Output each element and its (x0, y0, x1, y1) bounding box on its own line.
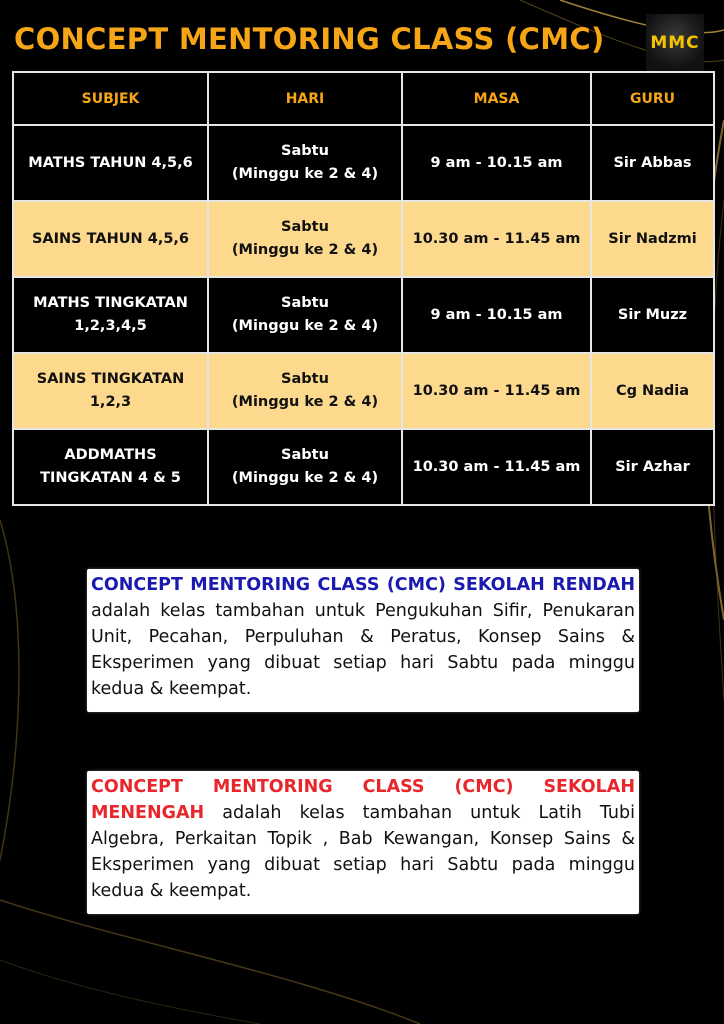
mmc-logo (646, 14, 704, 72)
info-box-sekolah-menengah (87, 771, 639, 914)
cell-time: 9 am - 10.15 am (402, 277, 591, 353)
day-text: Sabtu (Minggu ke 2 & 4) (231, 295, 379, 334)
table-row (13, 353, 714, 429)
cell-day (208, 125, 402, 201)
header-subjek: SUBJEK (13, 72, 208, 125)
table-row (13, 201, 714, 277)
header-masa: MASA (402, 72, 591, 125)
cell-day (208, 277, 402, 353)
table-row (13, 277, 714, 353)
info-box-sekolah-rendah (87, 569, 639, 712)
cell-subject (13, 353, 208, 429)
day-text: Sabtu (Minggu ke 2 & 4) (231, 447, 379, 486)
info-heading-menengah: CONCEPT MENTORING CLASS (CMC) SEKOLAH MENENGAH (91, 777, 635, 823)
table-row (13, 125, 714, 201)
table-row (13, 429, 714, 505)
subject-text: SAINS TINGKATAN 1,2,3 (36, 371, 185, 410)
subject-text: ADDMATHS TINGKATAN 4 & 5 (40, 447, 181, 486)
cell-day (208, 429, 402, 505)
header-hari: HARI (208, 72, 402, 125)
cell-teacher: Cg Nadia (591, 353, 714, 429)
cell-time: 10.30 am - 11.45 am (402, 353, 591, 429)
cell-time: 10.30 am - 11.45 am (402, 429, 591, 505)
schedule-table (12, 71, 715, 506)
cell-teacher: Sir Azhar (591, 429, 714, 505)
info-heading-rendah: CONCEPT MENTORING CLASS (CMC) SEKOLAH RENDAH (91, 575, 635, 595)
subject-text: SAINS TAHUN 4,5,6 (31, 230, 190, 247)
info-body-menengah: adalah kelas tambahan untuk Latih Tubi Algebra, Perkaitan Topik , Bab Kewangan, Konsep Sains & Eksperimen yang dibuat setiap hari Sabtu pada minggu kedua & keempat. (91, 803, 635, 901)
day-text: Sabtu (Minggu ke 2 & 4) (231, 143, 379, 182)
cell-teacher: Sir Nadzmi (591, 201, 714, 277)
header-guru: GURU (591, 72, 714, 125)
day-text: Sabtu (Minggu ke 2 & 4) (231, 371, 379, 410)
cell-teacher: Sir Muzz (591, 277, 714, 353)
page-title: CONCEPT MENTORING CLASS (CMC) (14, 22, 605, 56)
cell-subject (13, 125, 208, 201)
cell-subject (13, 201, 208, 277)
cell-day (208, 353, 402, 429)
cell-subject (13, 429, 208, 505)
cell-subject (13, 277, 208, 353)
logo-text: MMC (650, 33, 700, 53)
table-header-row (13, 72, 714, 125)
cell-day (208, 201, 402, 277)
cell-time: 9 am - 10.15 am (402, 125, 591, 201)
subject-text: MATHS TINGKATAN 1,2,3,4,5 (33, 295, 188, 334)
cell-teacher: Sir Abbas (591, 125, 714, 201)
day-text: Sabtu (Minggu ke 2 & 4) (231, 219, 379, 258)
cell-time: 10.30 am - 11.45 am (402, 201, 591, 277)
info-body-rendah: adalah kelas tambahan untuk Pengukuhan Sifir, Penukaran Unit, Pecahan, Perpuluhan & Peratus, Konsep Sains & Eksperimen yang dibuat setiap hari Sabtu pada minggu kedua & keempat. (91, 601, 635, 699)
subject-text: MATHS TAHUN 4,5,6 (28, 154, 193, 171)
